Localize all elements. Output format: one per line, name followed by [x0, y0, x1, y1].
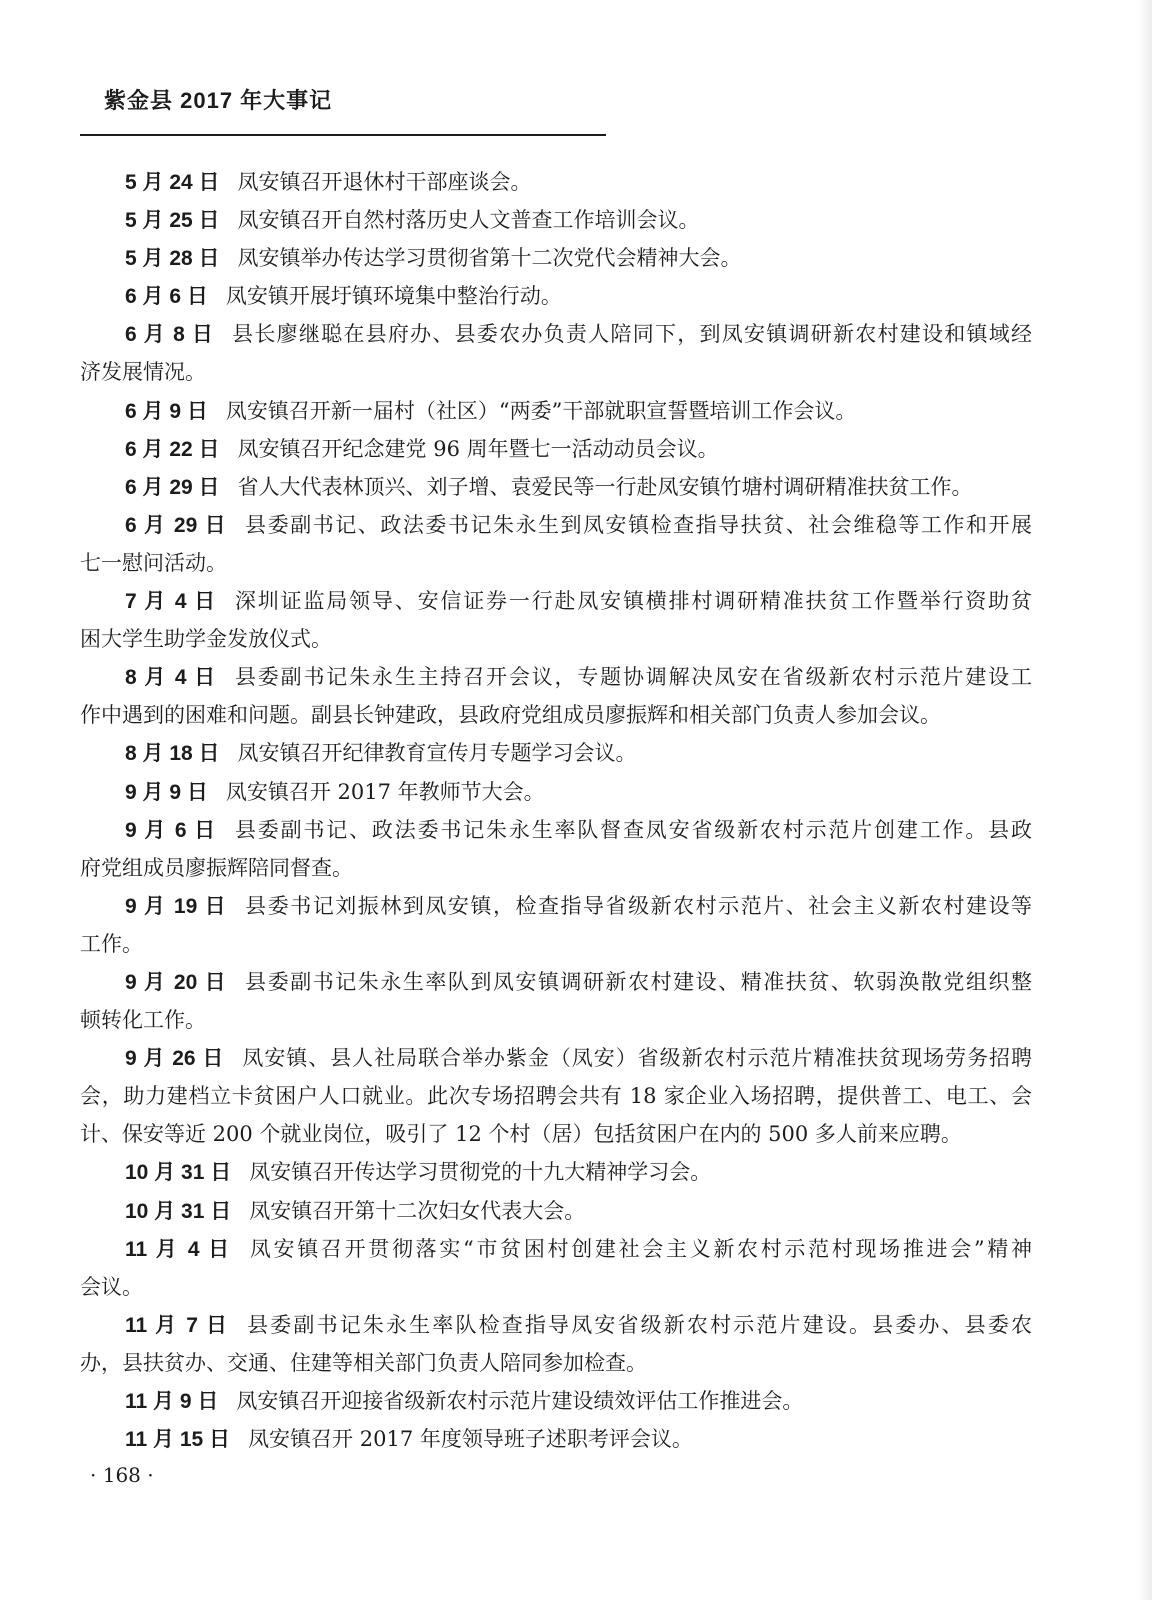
event-text: 困大学生助学金发放仪式。	[80, 627, 332, 652]
event-text: 凤安镇召开传达学习贯彻党的十九大精神学习会。	[249, 1160, 712, 1185]
event-date: 6 月 22 日	[125, 437, 220, 461]
event-line	[80, 1039, 1032, 1077]
event-date: 11 月 4 日	[125, 1237, 232, 1261]
event-date: 6 月 29 日	[125, 475, 220, 499]
event-line	[80, 353, 1032, 391]
event-entry	[80, 1420, 1032, 1458]
event-entry	[80, 392, 1032, 430]
event-entry	[80, 963, 1032, 1039]
event-line	[80, 1230, 1032, 1268]
event-entry	[80, 239, 1032, 277]
event-date: 8 月 4 日	[125, 666, 217, 690]
event-entry	[80, 1039, 1032, 1153]
event-date: 11 月 7 日	[125, 1313, 230, 1337]
event-date: 5 月 25 日	[125, 209, 220, 233]
event-entry	[80, 315, 1032, 391]
event-line	[80, 1382, 1032, 1420]
event-date: 10 月 31 日	[125, 1161, 232, 1185]
event-entry	[80, 582, 1032, 658]
event-text: 省人大代表林顶兴、刘子增、袁爱民等一行赴凤安镇竹塘村调研精准扶贫工作。	[237, 474, 973, 499]
event-text: 凤安镇召开退休村干部座谈会。	[237, 170, 532, 194]
event-line	[80, 658, 1032, 696]
event-entry	[80, 658, 1032, 734]
event-text: 凤安镇召开迎接省级新农村示范片建设绩效评估工作推进会。	[236, 1389, 804, 1413]
event-entry	[80, 1382, 1032, 1420]
event-text: 工作。	[80, 931, 143, 956]
event-text: 凤安镇召开纪律教育宣传月专题学习会议。	[237, 741, 637, 766]
event-line	[80, 925, 1032, 963]
event-text: 会议。	[80, 1274, 143, 1299]
event-date: 5 月 24 日	[125, 171, 220, 194]
event-text: 凤安镇召开新一届村（社区）“两委”干部就职宣誓暨培训工作会议。	[225, 398, 857, 423]
event-entry	[80, 277, 1032, 315]
event-date: 6 月 29 日	[125, 513, 228, 537]
event-date: 7 月 4 日	[125, 590, 217, 614]
event-line	[80, 887, 1032, 925]
event-line	[80, 849, 1032, 887]
event-entry	[80, 773, 1032, 811]
page-number: · 168 ·	[90, 1463, 154, 1487]
event-line	[80, 239, 1032, 277]
event-entry	[80, 1153, 1032, 1191]
event-date: 6 月 8 日	[125, 323, 215, 347]
event-text: 凤安镇召开 2017 年度领导班子述职考评会议。	[248, 1427, 693, 1452]
event-line	[80, 1077, 1032, 1115]
chronicle-entries	[80, 163, 1032, 1458]
event-text: 济发展情况。	[80, 360, 206, 385]
event-text: 深圳证监局领导、安信证券一行赴凤安镇横排村调研精准扶贫工作暨举行资助贫	[234, 589, 1032, 614]
event-entry	[80, 734, 1032, 772]
event-text: 县委书记刘振林到凤安镇，检查指导省级新农村示范片、社会主义新农村建设等	[245, 893, 1032, 918]
event-text: 府党组成员廖振辉陪同督查。	[80, 855, 353, 880]
event-text: 凤安镇召开第十二次妇女代表大会。	[249, 1198, 586, 1223]
event-entry	[80, 887, 1032, 963]
event-text: 县委副书记、政法委书记朱永生率队督查凤安省级新农村示范片创建工作。县政	[234, 817, 1032, 842]
event-date: 11 月 9 日	[125, 1390, 219, 1413]
event-line	[80, 1115, 1032, 1153]
event-date: 9 月 19 日	[125, 894, 228, 918]
page-header-title: 紫金县 2017 年大事记	[104, 88, 333, 113]
event-line	[80, 1344, 1032, 1382]
event-line	[80, 277, 1032, 315]
event-line	[80, 468, 1032, 506]
event-date: 11 月 15 日	[125, 1428, 231, 1452]
event-entry	[80, 1306, 1032, 1382]
event-line	[80, 811, 1032, 849]
event-line	[80, 430, 1032, 468]
event-text: 办，县扶贫办、交通、住建等相关部门负责人陪同参加检查。	[80, 1350, 647, 1375]
event-line	[80, 315, 1032, 353]
event-text: 七一慰问活动。	[80, 550, 227, 575]
event-line	[80, 506, 1032, 544]
event-text: 县委副书记朱永生率队到凤安镇调研新农村建设、精准扶贫、软弱涣散党组织整	[245, 969, 1032, 994]
event-line	[80, 163, 1032, 201]
event-line	[80, 1001, 1032, 1039]
event-text: 凤安镇召开纪念建党 96 周年暨七一活动动员会议。	[237, 436, 719, 461]
event-entry	[80, 430, 1032, 468]
event-text: 凤安镇召开贯彻落实“市贫困村创建社会主义新农村示范村现场推进会”精神	[249, 1236, 1032, 1261]
event-text: 凤安镇召开 2017 年教师节大会。	[225, 779, 545, 804]
event-entry	[80, 201, 1032, 239]
event-text: 凤安镇开展圩镇环境集中整治行动。	[225, 284, 562, 309]
event-line	[80, 734, 1032, 772]
event-text: 县委副书记朱永生主持召开会议，专题协调解决凤安在省级新农村示范片建设工	[234, 665, 1032, 690]
event-date: 9 月 9 日	[125, 780, 208, 804]
event-date: 10 月 31 日	[125, 1199, 232, 1223]
event-entry	[80, 811, 1032, 887]
event-text: 凤安镇举办传达学习贯彻省第十二次党代会精神大会。	[237, 246, 742, 271]
event-line	[80, 1153, 1032, 1191]
event-text: 县委副书记朱永生率队检查指导凤安省级新农村示范片建设。县委办、县委农	[247, 1312, 1032, 1337]
header-rule	[80, 134, 606, 136]
event-text: 凤安镇、县人社局联合举办紫金（凤安）省级新农村示范片精准扶贫现场劳务招聘	[242, 1046, 1033, 1071]
event-line	[80, 1306, 1032, 1344]
event-line	[80, 1192, 1032, 1230]
event-date: 9 月 20 日	[125, 970, 228, 994]
event-entry	[80, 1230, 1032, 1306]
event-text: 县长廖继聪在县府办、县委农办负责人陪同下，到凤安镇调研新农村建设和镇域经	[232, 322, 1032, 347]
event-line	[80, 620, 1032, 658]
event-line	[80, 582, 1032, 620]
event-text: 顿转化工作。	[80, 1008, 206, 1033]
event-text: 县委副书记、政法委书记朱永生到凤安镇检查指导扶贫、社会维稳等工作和开展	[245, 512, 1032, 537]
event-entry	[80, 468, 1032, 506]
event-line	[80, 544, 1032, 582]
event-date: 6 月 9 日	[125, 399, 208, 423]
scan-edge-shadow	[1138, 0, 1152, 1600]
event-text: 会，助力建档立卡贫困户人口就业。此次专场招聘会共有 18 家企业入场招聘，提供普工、电工、会	[80, 1084, 1032, 1109]
event-line	[80, 696, 1032, 734]
event-text: 作中遇到的困难和问题。副县长钟建政，县政府党组成员廖振辉和相关部门负责人参加会议。	[80, 703, 941, 728]
event-text: 计、保安等近 200 个就业岗位，吸引了 12 个村（居）包括贫困户在内的 500 多人前来应聘。	[80, 1122, 962, 1147]
event-date: 8 月 18 日	[125, 742, 220, 766]
event-line	[80, 1268, 1032, 1306]
event-entry	[80, 163, 1032, 201]
event-entry	[80, 506, 1032, 582]
event-date: 9 月 26 日	[125, 1047, 225, 1071]
event-line	[80, 963, 1032, 1001]
event-line	[80, 773, 1032, 811]
event-text: 凤安镇召开自然村落历史人文普查工作培训会议。	[237, 208, 700, 233]
event-date: 9 月 6 日	[125, 818, 217, 842]
event-line	[80, 201, 1032, 239]
event-entry	[80, 1192, 1032, 1230]
event-date: 5 月 28 日	[125, 247, 220, 271]
event-line	[80, 392, 1032, 430]
event-line	[80, 1420, 1032, 1458]
event-date: 6 月 6 日	[125, 285, 208, 309]
